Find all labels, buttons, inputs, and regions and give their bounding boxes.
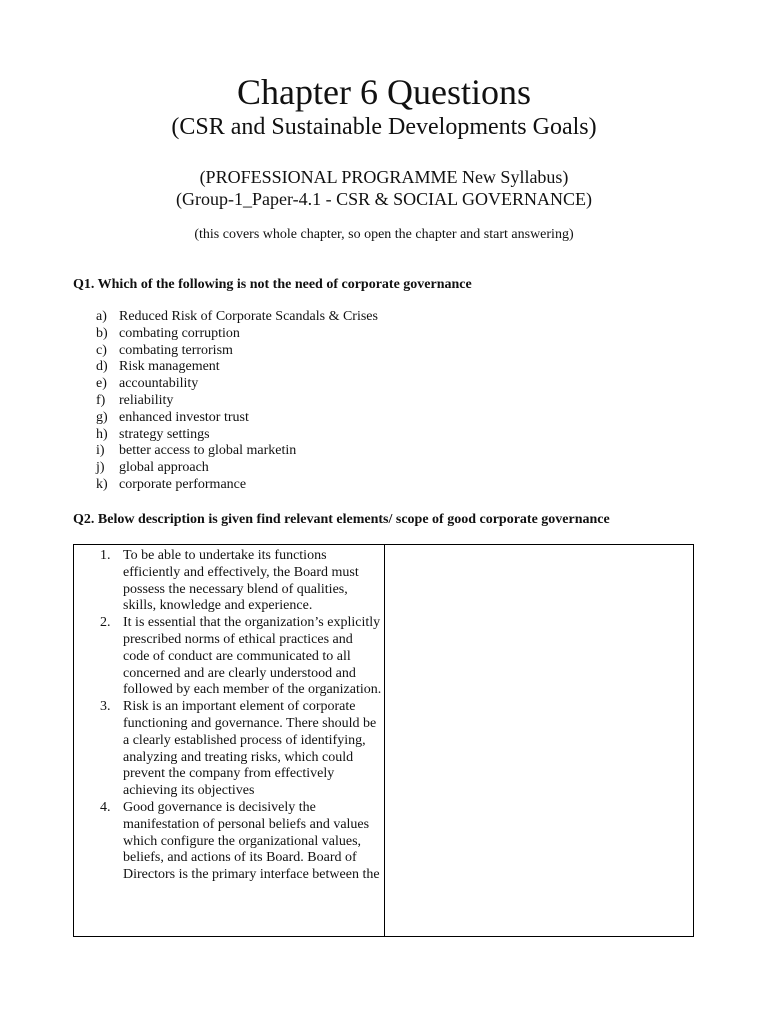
page-subtitle: (CSR and Sustainable Developments Goals) [171, 114, 597, 140]
table-column-divider [384, 545, 385, 936]
option-letter: e) [96, 376, 107, 392]
paper-heading: (Group-1_Paper-4.1 - CSR & SOCIAL GOVERNANCE) [176, 189, 592, 209]
description-item [100, 699, 382, 800]
question-2: Q2. Below description is given find relevant elements/ scope of good corporate governance [73, 512, 610, 527]
page-title: Chapter 6 Questions [237, 72, 531, 112]
option-item [96, 359, 378, 376]
option-text: corporate performance [119, 476, 247, 492]
option-letter: d) [96, 359, 108, 375]
description-number: 2. [100, 615, 111, 631]
option-letter: c) [96, 342, 107, 358]
description-list [100, 548, 382, 884]
description-item [100, 800, 382, 884]
option-letter: f) [96, 392, 106, 408]
option-text: better access to global marketin [119, 443, 297, 459]
option-text: strategy settings [119, 426, 210, 442]
description-text: It is essential that the organization’s explicitly prescribed norms of ethical practices and code of conduct are communicated to all concerned and are clearly understood and followed by each member of the organization. [123, 615, 382, 698]
description-text: To be able to undertake its functions efficiently and effectively, the Board must possess the necessary blend of qualities, skills, knowledge and experience. [123, 548, 359, 614]
description-text: Risk is an important element of corporate functioning and governance. There should be a clearly established process of identifying, analyzing and treating risks, which could prevent the company from effectively achieving its objectives [123, 699, 377, 799]
option-letter: h) [96, 426, 108, 442]
description-item [100, 548, 382, 615]
option-letter: g) [96, 409, 108, 425]
option-text: global approach [119, 460, 209, 476]
option-text: accountability [119, 376, 199, 392]
option-text: Reduced Risk of Corporate Scandals & Crises [119, 309, 378, 324]
question-1: Q1. Which of the following is not the need of corporate governance [73, 277, 472, 292]
option-letter: j) [96, 460, 105, 476]
option-text: Risk management [119, 359, 220, 375]
description-number: 3. [100, 699, 111, 715]
option-item [96, 309, 378, 326]
option-item [96, 460, 378, 477]
description-number: 1. [100, 548, 111, 563]
option-text: combating terrorism [119, 342, 233, 358]
option-item [96, 410, 378, 427]
description-item [100, 615, 382, 699]
option-item [96, 343, 378, 360]
instruction-note: (this covers whole chapter, so open the chapter and start answering) [194, 227, 574, 242]
option-item [96, 443, 378, 460]
option-letter: k) [96, 476, 108, 492]
option-item [96, 326, 378, 343]
option-letter: b) [96, 325, 108, 341]
option-text: enhanced investor trust [119, 409, 249, 425]
option-text: reliability [119, 392, 174, 408]
option-item [96, 427, 378, 444]
option-letter: a) [96, 309, 107, 324]
programme-heading: (PROFESSIONAL PROGRAMME New Syllabus) [199, 167, 569, 187]
option-item [96, 376, 378, 393]
answer-table [73, 544, 694, 937]
option-text: combating corruption [119, 325, 240, 341]
option-item [96, 477, 378, 494]
option-letter: i) [96, 443, 105, 459]
option-item [96, 393, 378, 410]
description-text: Good governance is decisively the manifestation of personal beliefs and values which configure the organizational values, beliefs, and actions of its Board. Board of Directors is the primary interface between the [123, 799, 380, 883]
description-number: 4. [100, 799, 111, 815]
question-1-options [96, 309, 378, 494]
